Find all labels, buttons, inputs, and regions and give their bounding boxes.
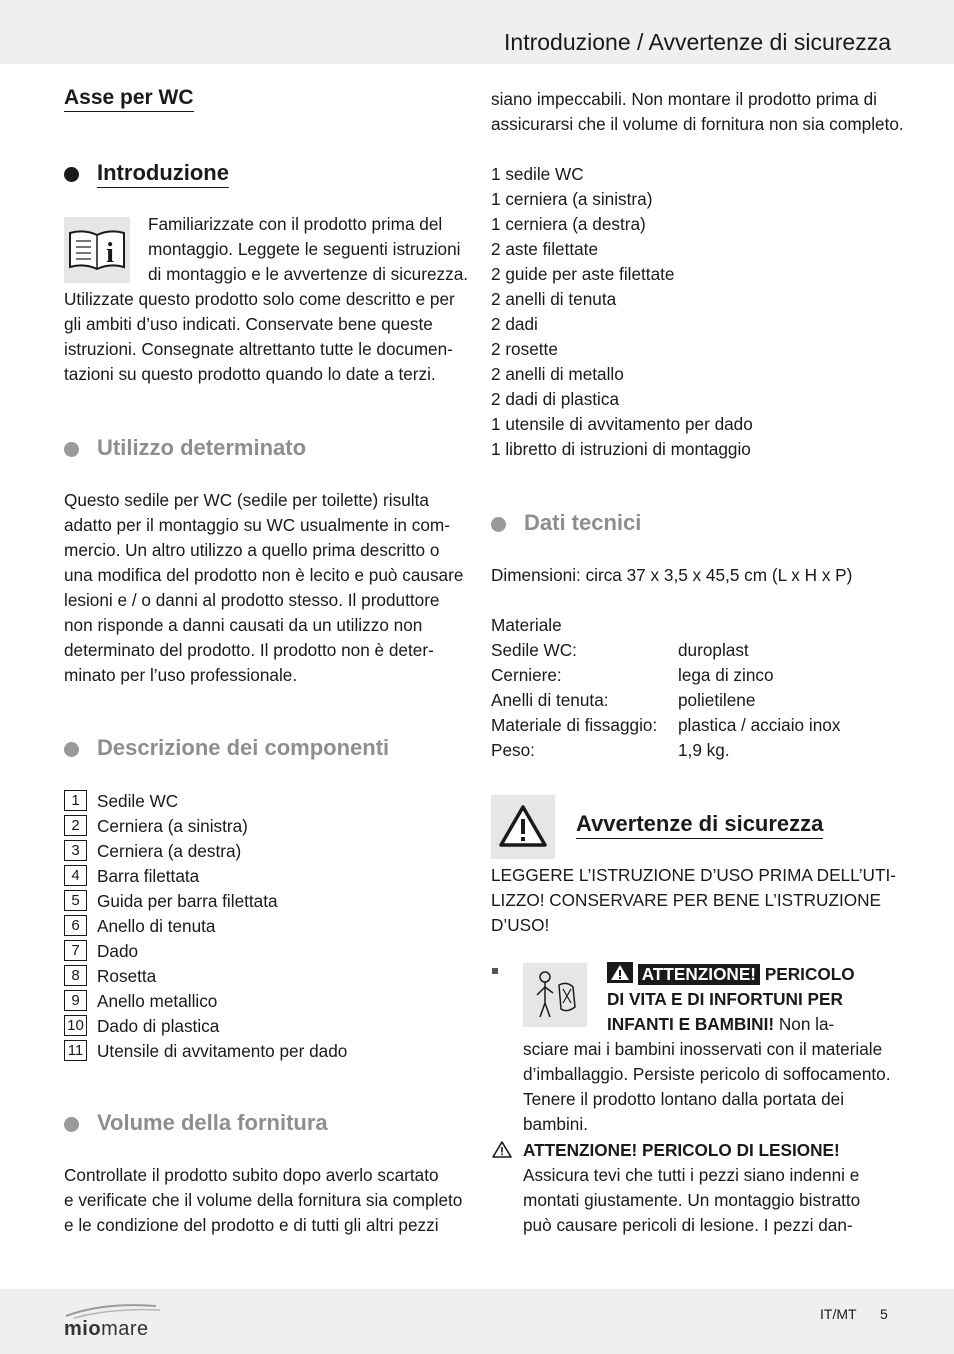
info-book-icon <box>64 217 130 283</box>
tech-dimensions: Dimensioni: circa 37 x 3,5 x 45,5 cm (L x H x P) <box>491 565 853 585</box>
safety-caps-text: LEGGERE L’ISTRUZIONE D’USO PRIMA DELL’UTI- LIZZO! CONSERVARE PER BENE L’ISTRUZIONE D’USO! <box>491 865 896 935</box>
child-hazard-icon <box>523 963 587 1027</box>
section-bullet-icon <box>491 517 506 532</box>
supply-heading: Volume della fornitura <box>64 1110 404 1140</box>
list-item: 2 dadi <box>491 314 538 334</box>
components-heading: Descrizione dei componenti <box>64 735 444 765</box>
list-item: 2 aste filettate <box>491 239 599 259</box>
list-item: 2 anelli di tenuta <box>491 289 617 309</box>
list-bullet-icon <box>492 968 498 974</box>
list-item: 2 rosette <box>491 339 558 359</box>
footer-language: IT/MT <box>820 1306 857 1322</box>
section-bullet-icon <box>64 167 79 182</box>
tech-heading: Dati tecnici <box>491 510 791 540</box>
safety-heading: Avvertenze di sicurezza <box>576 811 823 839</box>
list-item: 1 sedile WC <box>491 164 584 184</box>
section-bullet-icon <box>64 442 79 457</box>
warning-triangle-icon <box>491 795 555 859</box>
section-bullet-icon <box>64 742 79 757</box>
attention-badge: ATTENZIONE! <box>638 964 760 985</box>
intended-use-heading: Utilizzo determinato <box>64 435 384 465</box>
supply-text-left: Controllate il prodotto subito dopo averlo scartato e verificate che il volume della fornitura sia completo e le condizione del prodotto e di tutti gli altri pezzi <box>64 1165 463 1235</box>
list-item: 2 guide per aste filettate <box>491 264 675 284</box>
intended-use-text: Questo sedile per WC (sedile per toilette) risulta adatto per il montaggio su WC usualmente in com- mercio. Un altro utilizzo a quello prima descritto o una modifica del prodotto non è lecito e può causare lesioni e / o danni al prodotto stesso. Il produttore non risponde a danni causati da un utilizzo non determinato del prodotto. Il prodotto non è deter- minato per l’uso professionale. <box>64 490 464 685</box>
header-title: Introduzione / Avvertenze di sicurezza <box>504 29 891 55</box>
intro-text-bottom: Utilizzate questo prodotto solo come descritto e per gli ambiti d’uso indicati. Conservate bene queste istruzioni. Consegnate altrettanto tutte le documen- tazioni su questo prodotto quando lo date a terzi. <box>64 289 455 384</box>
warning-small-icon <box>491 1140 513 1160</box>
child-warning-text: sciare mai i bambini inosservati con il materiale d’imballaggio. Persiste pericolo di soffocamento. Tenere il prodotto lontano dalla portata dei bambini. <box>523 1039 891 1134</box>
supply-items-list <box>491 162 753 462</box>
brand-logo: miomare <box>64 1300 164 1344</box>
page-number: 5 <box>880 1306 888 1322</box>
document-title: Asse per WC <box>64 86 194 112</box>
list-item: 1 cerniera (a sinistra) <box>491 189 653 209</box>
list-item: 2 dadi di plastica <box>491 389 620 409</box>
brand-swoosh-icon <box>64 1300 164 1320</box>
list-item: 1 cerniera (a destra) <box>491 214 646 234</box>
list-item: 2 anelli di metallo <box>491 364 624 384</box>
supply-text-right: siano impeccabili. Non montare il prodotto prima di assicurarsi che il volume di fornitura non sia completo. <box>491 89 904 134</box>
tech-material-label: Materiale <box>491 615 562 635</box>
list-item: 1 utensile di avvitamento per dado <box>491 414 753 434</box>
warning-triangle-icon <box>607 962 633 983</box>
section-bullet-icon <box>64 1117 79 1132</box>
injury-warning-text: Assicura tevi che tutti i pezzi siano indenni e montati giustamente. Un montaggio bistratto può causare pericoli di lesione. I pezzi dan- <box>523 1165 861 1235</box>
svg-text:i: i <box>106 238 114 269</box>
child-warning-head: ATTENZIONE! PERICOLO DI VITA E DI INFORTUNI PER INFANTI E BAMBINI! Non la- <box>607 964 855 1034</box>
injury-warning-title: ATTENZIONE! PERICOLO DI LESIONE! <box>523 1140 840 1160</box>
intro-heading: Introduzione <box>64 160 364 190</box>
intro-text-top: Familiarizzate con il prodotto prima del montaggio. Leggete le seguenti istruzioni di montaggio e le avvertenze di sicurezza. <box>148 214 469 284</box>
list-item: 1 libretto di istruzioni di montaggio <box>491 439 751 459</box>
